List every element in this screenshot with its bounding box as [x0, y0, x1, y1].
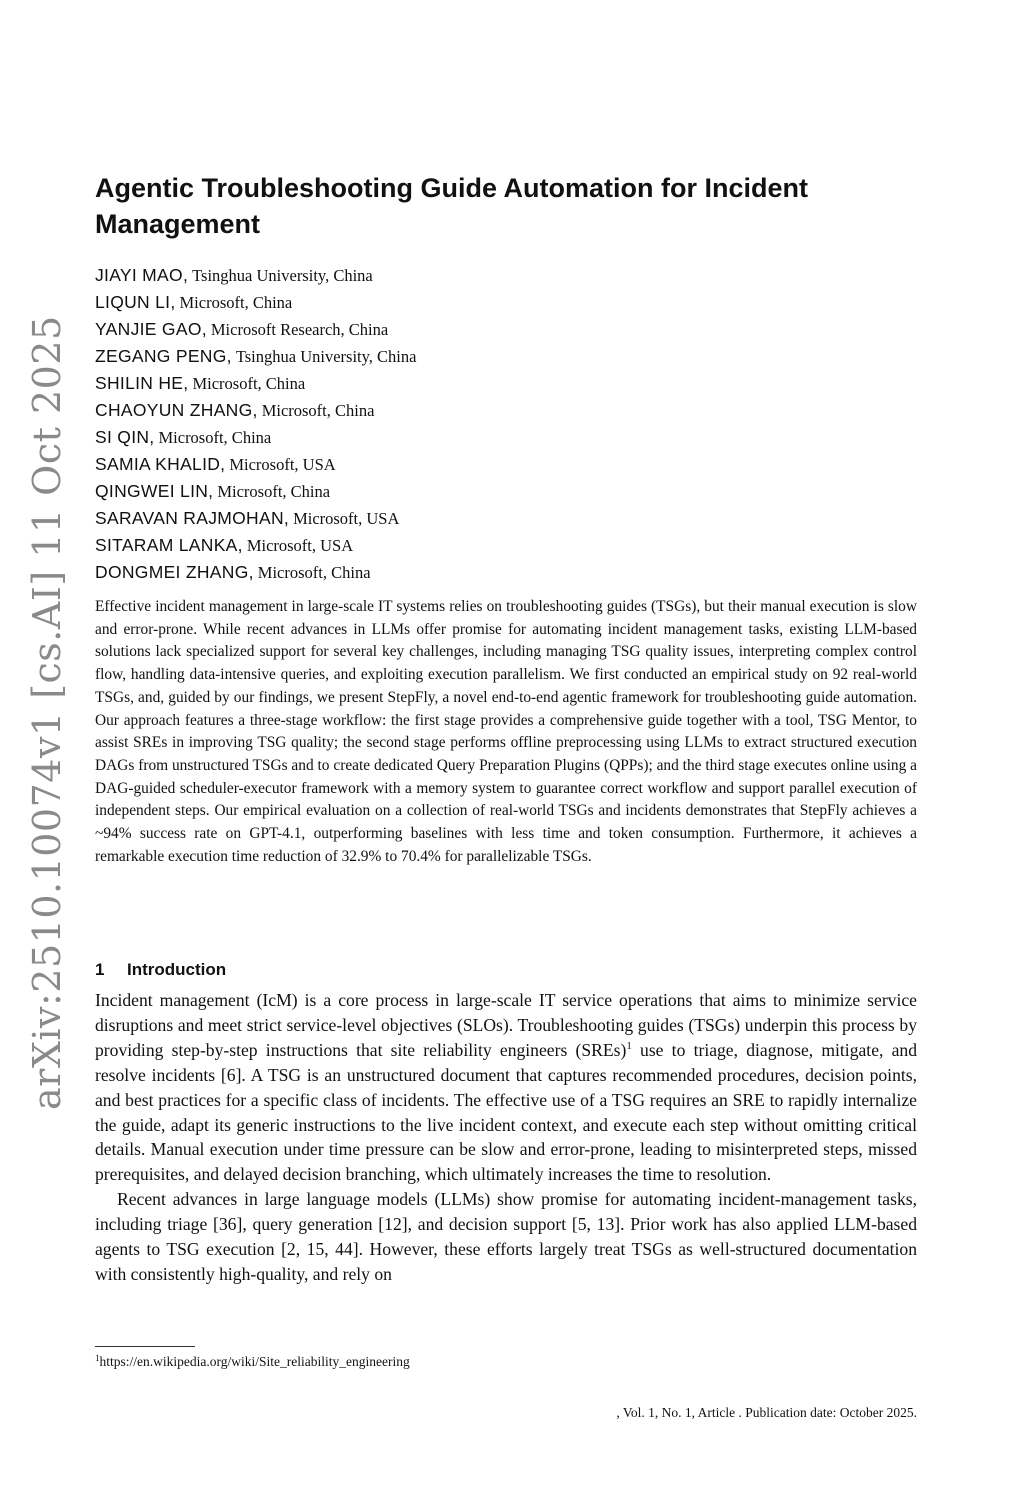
- author-name: SHILIN HE,: [95, 373, 189, 393]
- arxiv-identifier: arXiv:2510.10074v1 [cs.AI] 11 Oct 2025: [25, 315, 69, 1110]
- author-entry: [95, 316, 416, 343]
- intro-paragraph-1-part-a: Incident management (IcM) is a core process in large-scale IT service operations that aims to minimize service disruptions and meet strict service-level objectives (SLOs). Troubleshooting guides (TSGs) underpin this process by providing step-by-step instructions that site reliability engineers (SREs): [95, 990, 917, 1060]
- section-title: Introduction: [127, 960, 227, 979]
- intro-paragraph-2: Recent advances in large language models (LLMs) show promise for automating incident-management tasks, including triage [36], query generation [12], and decision support [5, 13]. Prior work has also applied LLM-based agents to TSG execution [2, 15, 44]. However, these efforts largely treat TSGs as well-structured documentation with consistently high-quality, and rely on: [95, 1189, 917, 1284]
- author-affiliation: Microsoft, China: [257, 563, 371, 582]
- author-entry: [95, 370, 416, 397]
- author-name: YANJIE GAO,: [95, 319, 207, 339]
- footnote-divider: [95, 1346, 195, 1347]
- section-heading: [95, 958, 226, 982]
- author-entry: [95, 505, 416, 532]
- author-affiliation: Microsoft, USA: [229, 455, 336, 474]
- author-affiliation: Microsoft, USA: [246, 536, 354, 555]
- footnote: [95, 1353, 410, 1371]
- paper-title: Agentic Troubleshooting Guide Automation for Incident Management: [95, 173, 808, 239]
- author-entry: [95, 289, 416, 316]
- author-name: DONGMEI ZHANG,: [95, 562, 254, 582]
- author-name: LIQUN LI,: [95, 292, 176, 312]
- section-number: 1: [95, 960, 105, 979]
- author-name: CHAOYUN ZHANG,: [95, 400, 258, 420]
- author-name: SAMIA KHALID,: [95, 454, 226, 474]
- author-entry: [95, 478, 416, 505]
- author-name: QINGWEI LIN,: [95, 481, 214, 501]
- author-list: [95, 262, 416, 586]
- author-affiliation: Microsoft, China: [158, 428, 272, 447]
- author-entry: [95, 451, 416, 478]
- author-entry: [95, 424, 416, 451]
- author-affiliation: Microsoft, China: [217, 482, 331, 501]
- author-entry: [95, 343, 416, 370]
- author-name: JIAYI MAO,: [95, 265, 189, 285]
- footnote-reference[interactable]: 1: [626, 1039, 632, 1052]
- author-entry: [95, 397, 416, 424]
- author-name: SITARAM LANKA,: [95, 535, 243, 555]
- footnote-url[interactable]: https://en.wikipedia.org/wiki/Site_reliability_engineering: [99, 1354, 410, 1369]
- author-name: SI QIN,: [95, 427, 155, 447]
- author-entry: [95, 532, 416, 559]
- intro-paragraph-1-part-b: use to triage, diagnose, mitigate, and resolve incidents [6]. A TSG is an unstructured document that captures recommended procedures, decision points, and best practices for a specific class of incidents. The effective use of a TSG requires an SRE to rapidly internalize the guide, adapt its generic instructions to the live incident context, and execute each step without omitting critical details. Manual execution under time pressure can be slow and error-prone, leading to misinterpreted steps, missed prerequisites, and delayed decision branching, which ultimately increases the time to resolution.: [95, 1039, 917, 1185]
- author-entry: [95, 262, 416, 289]
- author-affiliation: Microsoft Research, China: [210, 320, 389, 339]
- abstract: Effective incident management in large-scale IT systems relies on troubleshooting guides (TSGs), but their manual execution is slow and error-prone. While recent advances in LLMs offer promise for automating incident management tasks, existing LLM-based solutions lack specialized support for several key challenges, including managing TSG quality issues, interpreting complex control flow, handling data-intensive queries, and exploiting execution parallelism. We first conducted an empirical study on 92 real-world TSGs, and, guided by our findings, we present StepFly, a novel end-to-end agentic framework for troubleshooting guide automation. Our approach features a three-stage workflow: the first stage provides a comprehensive guide together with a tool, TSG Mentor, to assist SREs in improving TSG quality; the second stage performs offline preprocessing using LLMs to extract structured execution DAGs from unstructured TSGs and to create dedicated Query Preparation Plugins (QPPs); and the third stage executes online using a DAG-guided scheduler-executor framework with a memory system to guarantee correct workflow and support parallel execution of independent steps. Our empirical evaluation on a collection of real-world TSGs and incidents demonstrates that StepFly achieves a ~94% success rate on GPT-4.1, outperforming baselines with less time and token consumption. Furthermore, it achieves a remarkable execution time reduction of 32.9% to 70.4% for parallelizable TSGs.: [95, 598, 917, 865]
- author-entry: [95, 559, 416, 586]
- author-affiliation: Microsoft, China: [261, 401, 375, 420]
- introduction-body: [95, 988, 917, 1287]
- author-affiliation: Microsoft, USA: [293, 509, 400, 528]
- intro-paragraph-1: [95, 988, 917, 1187]
- author-affiliation: Tsinghua University, China: [235, 347, 417, 366]
- author-affiliation: Tsinghua University, China: [192, 266, 373, 285]
- author-name: ZEGANG PENG,: [95, 346, 232, 366]
- author-name: SARAVAN RAJMOHAN,: [95, 508, 290, 528]
- running-footer: , Vol. 1, No. 1, Article . Publication date: October 2025.: [616, 1405, 917, 1420]
- footnote-marker: 1: [95, 1353, 100, 1363]
- author-affiliation: Microsoft, China: [192, 374, 306, 393]
- author-affiliation: Microsoft, China: [179, 293, 293, 312]
